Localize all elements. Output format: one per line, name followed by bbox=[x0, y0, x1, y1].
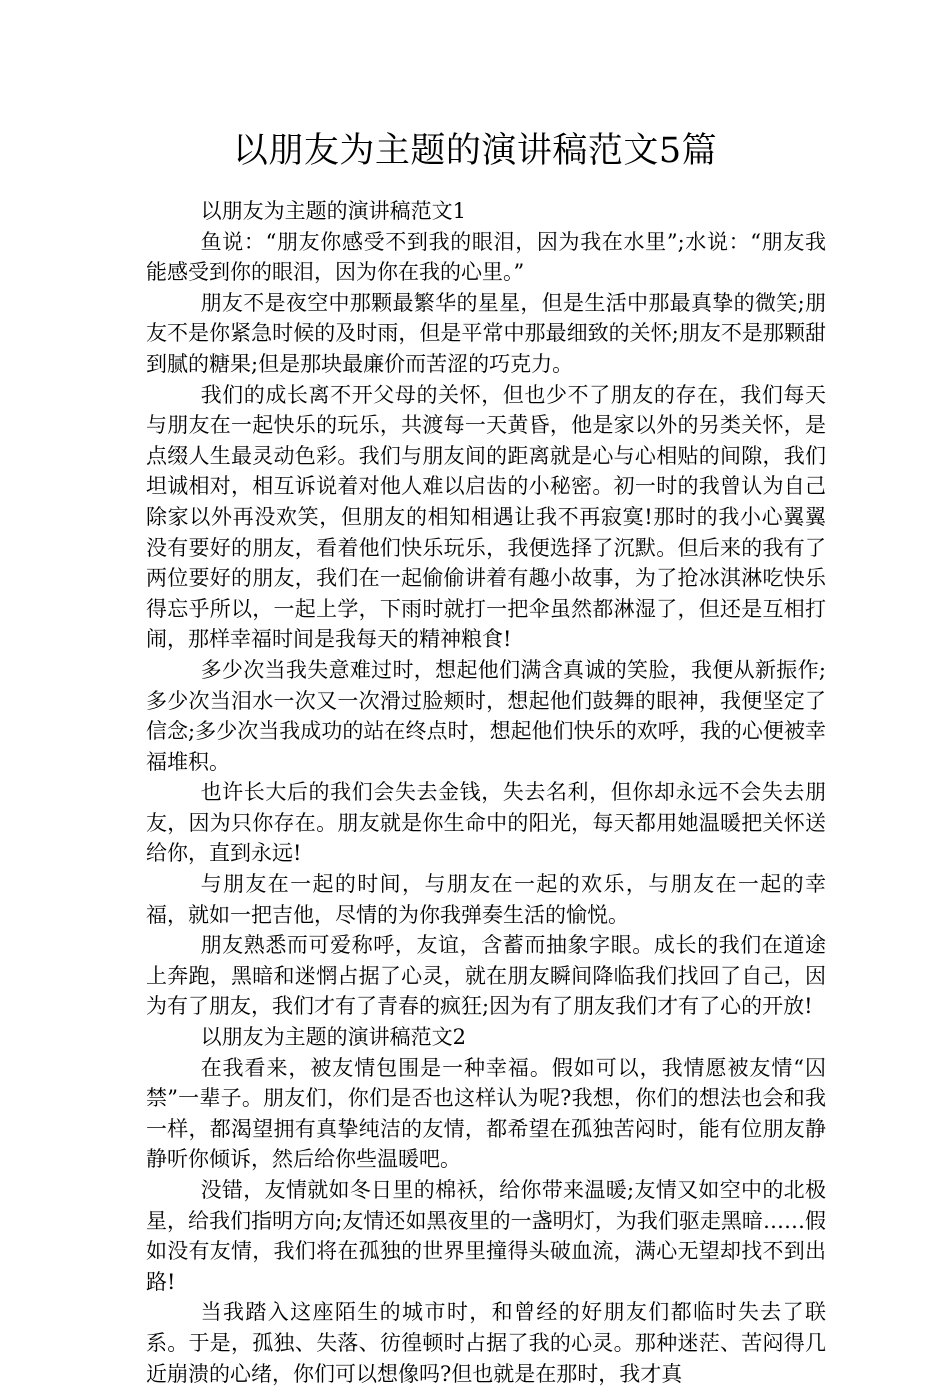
paragraph: 多少次当我失意难过时，想起他们满含真诚的笑脸，我便从新振作;多少次当泪水一次又一次滑过脸颊时，想起他们鼓舞的眼神，我便坚定了信念;多少次当我成功的站在终点时，想起他们快乐的欢呼，我的心便被幸福堆积。 bbox=[146, 657, 826, 774]
paragraph: 也许长大后的我们会失去金钱，失去名利，但你却永远不会失去朋友，因为只你存在。朋友就是你生命中的阳光，每天都用她温暖把关怀送给你，直到永远! bbox=[146, 780, 826, 866]
paragraph: 鱼说：“朋友你感受不到我的眼泪，因为我在水里”;水说：“朋友我能感受到你的眼泪，因为你在我的心里。” bbox=[146, 229, 826, 285]
paragraph: 在我看来，被友情包围是一种幸福。假如可以，我情愿被友情“囚禁”一辈子。朋友们，你们是否也这样认为呢?我想，你们的想法也会和我一样，都渴望拥有真挚纯洁的友情，都希望在孤独苦闷时，能有位朋友静静听你倾诉，然后给你些温暖吧。 bbox=[146, 1055, 826, 1172]
document-body bbox=[146, 196, 826, 1389]
paragraph: 与朋友在一起的时间，与朋友在一起的欢乐，与朋友在一起的幸福，就如一把吉他，尽情的为你我弹奏生活的愉悦。 bbox=[146, 872, 826, 927]
paragraph: 没错，友情就如冬日里的棉袄，给你带来温暖;友情又如空中的北极星，给我们指明方向;友情还如黑夜里的一盏明灯，为我们驱走黑暗……假如没有友情，我们将在孤独的世界里撞得头破血流，满心无望却找不到出路! bbox=[146, 1178, 826, 1294]
paragraph: 朋友不是夜空中那颗最繁华的星星，但是生活中那最真挚的微笑;朋友不是你紧急时候的及时雨，但是平常中那最细致的关怀;朋友不是那颗甜到腻的糖果;但是那块最廉价而苦涩的巧克力。 bbox=[146, 290, 826, 376]
paragraph: 当我踏入这座陌生的城市时，和曾经的好朋友们都临时失去了联系。于是，孤独、失落、彷徨顿时占据了我的心灵。那种迷茫、苦闷得几近崩溃的心绪，你们可以想像吗?但也就是在那时，我才真 bbox=[146, 1300, 826, 1386]
paragraph: 朋友熟悉而可爱称呼，友谊，含蓄而抽象字眼。成长的我们在道途上奔跑，黑暗和迷惘占据了心灵，就在朋友瞬间降临我们找回了自己，因为有了朋友，我们才有了青春的疯狂;因为有了朋友我们才有了心的开放! bbox=[146, 933, 826, 1019]
document-title: 以朋友为主题的演讲稿范文5篇 bbox=[232, 131, 718, 171]
section-heading: 以朋友为主题的演讲稿范文1 bbox=[200, 199, 466, 223]
paragraph: 我们的成长离不开父母的关怀，但也少不了朋友的存在，我们每天与朋友在一起快乐的玩乐，共渡每一天黄昏，他是家以外的另类关怀，是点缀人生最灵动色彩。我们与朋友间的距离就是心与心相贴的间隙，我们坦诚相对，相互诉说着对他人难以启齿的小秘密。初一时的我曾认为自己除家以外再没欢笑，但朋友的相知相遇让我不再寂寞!那时的我小心翼翼没有要好的朋友，看着他们快乐玩乐，我便选择了沉默。但后来的我有了两位要好的朋友，我们在一起偷偷讲着有趣小故事，为了抢冰淇淋吃快乐得忘乎所以，一起上学，下雨时就打一把伞虽然都淋湿了，但还是互相打闹，那样幸福时间是我每天的精神粮食! bbox=[146, 382, 826, 652]
section-heading: 以朋友为主题的演讲稿范文2 bbox=[200, 1025, 466, 1050]
